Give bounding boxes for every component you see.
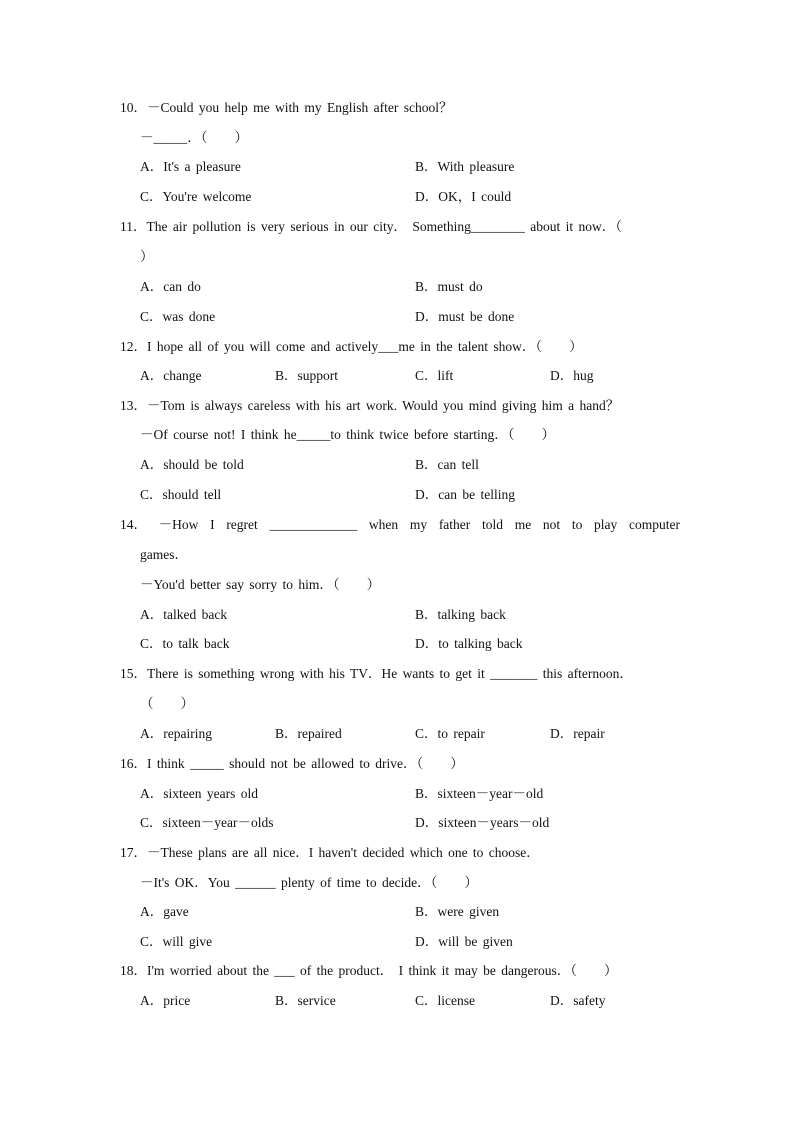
question-13-stem: 13．－Tom is always careless with his art work. Would you mind giving him a hand？	[120, 398, 620, 413]
stem-word: regret	[226, 517, 258, 532]
stem-word: 14．	[120, 517, 147, 532]
question-18-option-d: D．safety	[550, 993, 606, 1008]
question-13-option-a: A．should be told	[140, 457, 244, 472]
question-11-option-b: B．must do	[415, 279, 483, 294]
question-14-response: －You'd better say sorry to him．（ ）	[140, 577, 381, 592]
stem-word: －How	[158, 517, 199, 532]
question-14-option-d: D．to talking back	[415, 636, 523, 651]
question-11-option-d: D．must be done	[415, 309, 515, 324]
question-17-option-d: D．will be given	[415, 934, 513, 949]
stem-word: not	[542, 517, 561, 532]
question-15-option-d: D．repair	[550, 726, 605, 741]
stem-word: I	[210, 517, 215, 532]
question-15-option-c: C．to repair	[415, 726, 485, 741]
stem-word: told	[481, 517, 503, 532]
question-17-option-a: A．gave	[140, 904, 189, 919]
question-18-stem: 18．I'm worried about the ___ of the product． I think it may be dangerous．（ ）	[120, 963, 618, 978]
question-14-option-a: A．talked back	[140, 607, 228, 622]
question-13-option-d: D．can be telling	[415, 487, 515, 502]
question-14-option-b: B．talking back	[415, 607, 506, 622]
question-15-option-b: B．repaired	[275, 726, 342, 741]
question-13-response: －Of course not! I think he_____to think twice before starting．（ ）	[140, 427, 556, 442]
question-13-option-b: B．can tell	[415, 457, 479, 472]
question-17-option-c: C．will give	[140, 934, 213, 949]
question-12-option-c: C．lift	[415, 368, 454, 383]
question-11-option-a: A．can do	[140, 279, 201, 294]
stem-word: to	[571, 517, 583, 532]
question-12-stem: 12．I hope all of you will come and actively___me in the talent show．（ ）	[120, 339, 583, 354]
stem-word: my	[409, 517, 428, 532]
question-18-option-c: C．license	[415, 993, 475, 1008]
question-11-option-c: C．was done	[140, 309, 216, 324]
question-12-option-a: A．change	[140, 368, 202, 383]
question-16-option-b: B．sixteen－year－old	[415, 786, 544, 801]
question-10-option-b: B．With pleasure	[415, 159, 515, 174]
question-15-option-a: A．repairing	[140, 726, 212, 741]
question-14-stem	[120, 516, 680, 534]
stem-word: when	[368, 517, 399, 532]
question-12-option-d: D．hug	[550, 368, 594, 383]
question-17-option-b: B．were given	[415, 904, 500, 919]
stem-word: father	[438, 517, 471, 532]
question-16-stem: 16．I think _____ should not be allowed to drive．（ ）	[120, 756, 464, 771]
question-18-option-b: B．service	[275, 993, 336, 1008]
question-14-option-c: C．to talk back	[140, 636, 230, 651]
question-17-response: －It's OK．You ______ plenty of time to decide．（ ）	[140, 875, 478, 890]
stem-word: play	[594, 517, 618, 532]
question-16-option-c: C．sixteen－year－olds	[140, 815, 274, 830]
question-13-option-c: C．should tell	[140, 487, 222, 502]
question-15-bracket: （ ）	[140, 696, 194, 711]
question-15-stem: 15．There is something wrong with his TV．He wants to get it _______ this afternoon．	[120, 666, 633, 681]
question-11-bracket: ）	[140, 249, 154, 264]
question-10-stem: 10．－Could you help me with my English after school？	[120, 100, 453, 115]
question-10-option-c: C．You're welcome	[140, 189, 252, 204]
question-16-option-d: D．sixteen－years－old	[415, 815, 550, 830]
question-18-option-a: A．price	[140, 993, 191, 1008]
stem-word: me	[514, 517, 532, 532]
question-12-option-b: B．support	[275, 368, 339, 383]
question-11-stem: 11．The air pollution is very serious in our city． Something________ about it now．（	[120, 219, 622, 234]
question-17-stem: 17．－These plans are all nice．I haven't decided which one to choose．	[120, 845, 540, 860]
stem-blank: _____________	[269, 517, 358, 532]
question-14-stem-cont: games．	[140, 547, 188, 562]
question-10-option-a: A．It's a pleasure	[140, 159, 241, 174]
question-16-option-a: A．sixteen years old	[140, 786, 258, 801]
question-10-option-d: D．OK，I could	[415, 189, 512, 204]
question-10-response: －_____．（ ）	[140, 130, 248, 145]
stem-word: computer	[628, 517, 680, 532]
